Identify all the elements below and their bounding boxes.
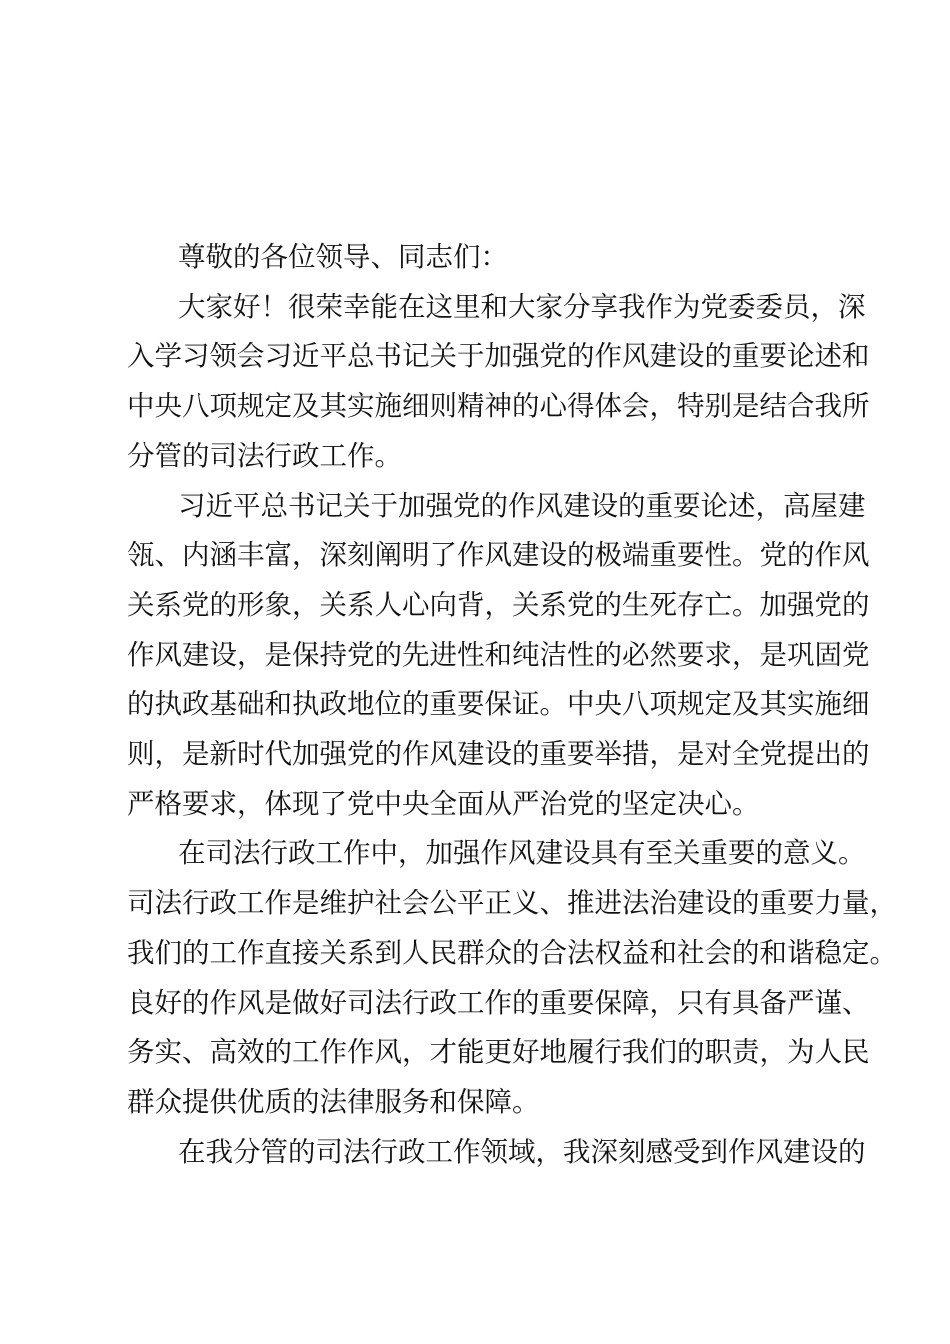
paragraph-line: 大家好！很荣幸能在这里和大家分享我作为党委委员，深 bbox=[178, 290, 866, 323]
paragraph-line: 良好的作风是做好司法行政工作的重要保障，只有具备严谨、 bbox=[127, 986, 870, 1019]
paragraph-2 bbox=[127, 482, 870, 830]
paragraph-3 bbox=[127, 829, 897, 1127]
paragraph-line: 中央八项规定及其实施细则精神的心得体会，特别是结合我所 bbox=[127, 390, 870, 423]
document-body bbox=[127, 233, 897, 1177]
paragraph-line: 分管的司法行政工作。 bbox=[127, 439, 402, 472]
paragraph-line: 关系党的形象，关系人心向背，关系党的生死存亡。加强党的 bbox=[127, 588, 870, 621]
salutation: 尊敬的各位领导、同志们： bbox=[178, 241, 508, 273]
paragraph-line: 群众提供优质的法律服务和保障。 bbox=[127, 1085, 540, 1118]
paragraph-line: 务实、高效的工作作风，才能更好地履行我们的职责，为人民 bbox=[127, 1036, 870, 1069]
paragraph-line: 则，是新时代加强党的作风建设的重要举措，是对全党提出的 bbox=[127, 738, 870, 771]
paragraph-1 bbox=[127, 283, 870, 482]
paragraph-line: 瓴、内涵丰富，深刻阐明了作风建设的极端重要性。党的作风 bbox=[127, 539, 870, 572]
paragraph-line: 在我分管的司法行政工作领域，我深刻感受到作风建设的 bbox=[178, 1135, 866, 1168]
paragraph-line: 在司法行政工作中，加强作风建设具有至关重要的意义。 bbox=[178, 837, 866, 870]
paragraph-line: 作风建设，是保持党的先进性和纯洁性的必然要求，是巩固党 bbox=[127, 638, 870, 671]
paragraph-line: 的执政基础和执政地位的重要保证。中央八项规定及其实施细 bbox=[127, 688, 870, 721]
paragraph-line: 我们的工作直接关系到人民群众的合法权益和社会的和谐稳定。 bbox=[127, 936, 897, 969]
paragraph-4 bbox=[127, 1128, 866, 1178]
paragraph-line: 入学习领会习近平总书记关于加强党的作风建设的重要论述和 bbox=[127, 340, 870, 373]
paragraph-line: 司法行政工作是维护社会公平正义、推进法治建设的重要力量， bbox=[127, 887, 897, 920]
paragraph-line: 严格要求，体现了党中央全面从严治党的坚定决心。 bbox=[127, 787, 760, 820]
paragraph-line: 习近平总书记关于加强党的作风建设的重要论述，高屋建 bbox=[178, 489, 866, 522]
